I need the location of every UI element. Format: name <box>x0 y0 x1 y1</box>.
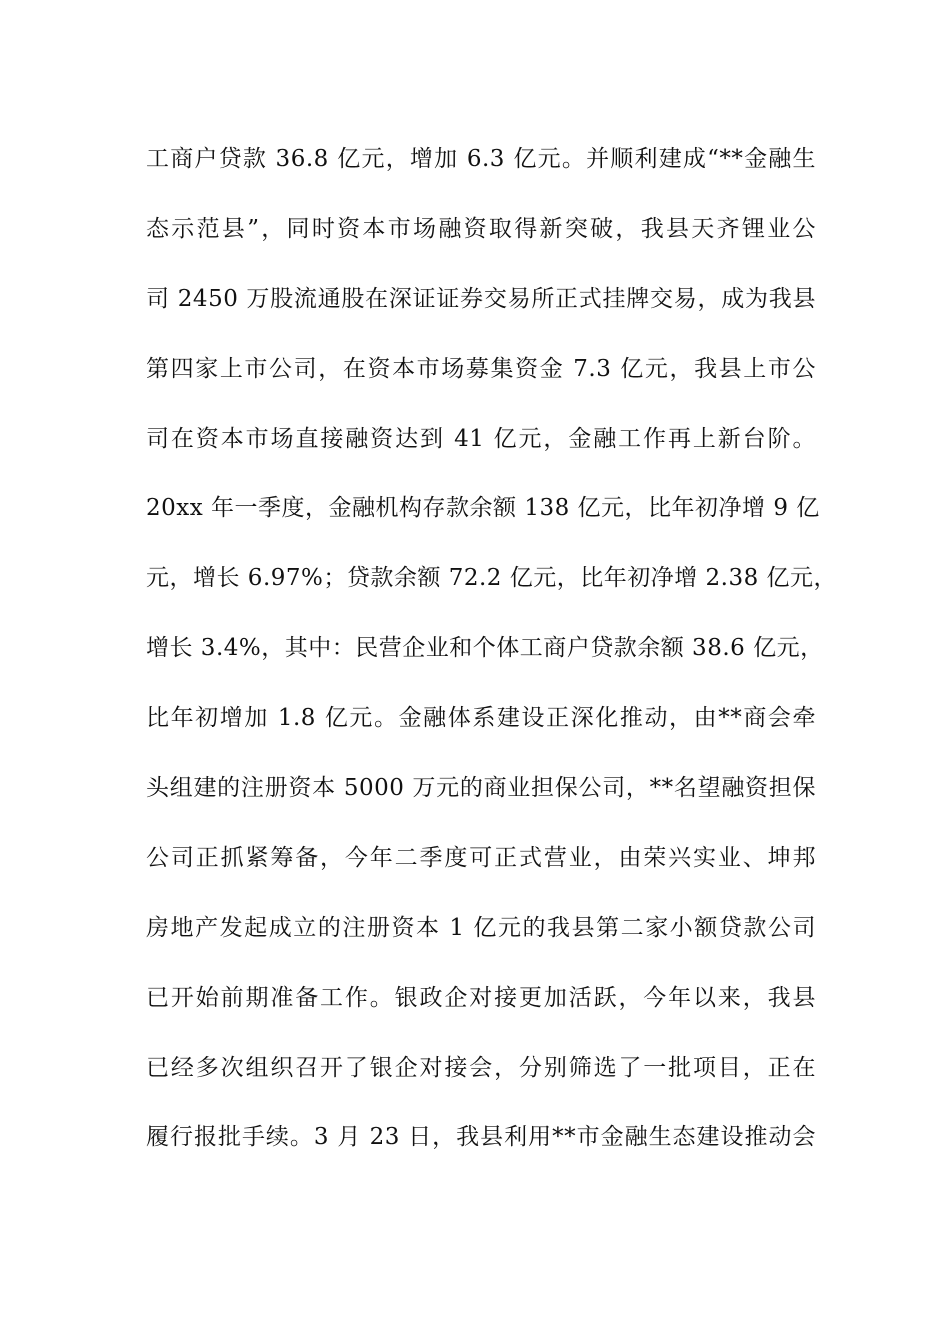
text-line: 履行报批手续。3 月 23 日，我县利用**市金融生态建设推动会 <box>146 1124 816 1151</box>
text-line: 态示范县”，同时资本市场融资取得新突破，我县天齐锂业公 <box>146 215 816 242</box>
text-line: 第四家上市公司，在资本市场募集资金 7.3 亿元，我县上市公 <box>146 355 816 382</box>
body-text <box>146 132 838 1180</box>
text-line: 头组建的注册资本 5000 万元的商业担保公司，**名望融资担保 <box>146 775 816 802</box>
text-line: 司在资本市场直接融资达到 41 亿元，金融工作再上新台阶。 <box>146 425 816 452</box>
text-line: 工商户贷款 36.8 亿元，增加 6.3 亿元。并顺利建成“**金融生 <box>146 146 816 172</box>
text-line: 已经多次组织召开了银企对接会，分别筛选了一批项目，正在 <box>146 1054 816 1081</box>
text-line: 司 2450 万股流通股在深证证券交易所正式挂牌交易，成为我县 <box>146 285 816 312</box>
text-line: 比年初增加 1.8 亿元。金融体系建设正深化推动，由**商会牵 <box>146 705 816 732</box>
text-line: 元，增长 6.97%；贷款余额 72.2 亿元，比年初净增 2.38 亿元， <box>146 565 838 592</box>
text-line: 已开始前期准备工作。银政企对接更加活跃，今年以来，我县 <box>146 984 816 1011</box>
text-line: 增长 3.4%，其中：民营企业和个体工商户贷款余额 38.6 亿元， <box>146 635 824 662</box>
text-line: 房地产发起成立的注册资本 1 亿元的我县第二家小额贷款公司 <box>146 914 816 941</box>
text-line: 20xx 年一季度，金融机构存款余额 138 亿元，比年初净增 9 亿 <box>146 495 820 522</box>
text-line: 公司正抓紧筹备，今年二季度可正式营业，由荣兴实业、坤邦 <box>146 844 816 871</box>
